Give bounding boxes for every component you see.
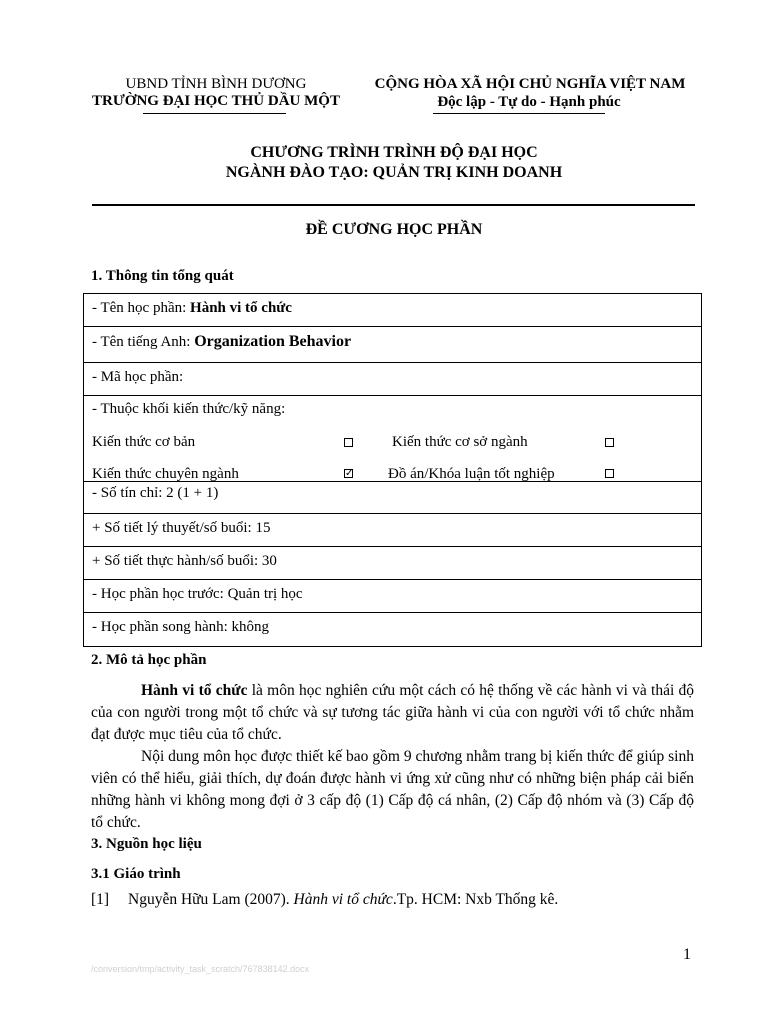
reference-entry [128,891,558,909]
university-name: TRƯỜNG ĐẠI HỌC THỦ DẦU MỘT [92,93,340,109]
section-3-1-heading: 3.1 Giáo trình [91,866,181,882]
reference-author: Nguyễn Hữu Lam (2007). [128,891,294,908]
document-title: ĐỀ CƯƠNG HỌC PHẦN [305,221,483,238]
knowledge-block-row [84,396,701,482]
credits-row [84,482,701,514]
file-path-watermark: /conversion/tmp/activity_task_scratch/767838142.docx [91,964,310,974]
description-term: Hành vi tổ chức [141,682,248,699]
block-item-foundation-checkbox[interactable] [605,438,614,447]
header-left-underline [143,113,286,114]
country-motto: Độc lập - Tự do - Hạnh phúc [437,94,621,110]
theory-hours-text: + Số tiết lý thuyết/số buổi: 15 [92,520,271,536]
parallel-course-row [84,613,701,646]
english-name-label: - Tên tiếng Anh: [92,334,195,350]
description-text-1: là môn học nghiên cứu một cách có hệ thống về các hành vi và thái độ của con người trong một tổ chức và sự tương tác giữa hành vi của con người với tổ chức nhằm đạt được mục tiêu của tổ chức. [91,682,695,743]
prerequisite-row [84,580,701,613]
description-paragraph-1 [91,680,694,746]
course-name-value: Hành vi tổ chức [190,300,292,316]
reference-number: [1] [91,891,110,908]
course-code-row [84,363,701,396]
credits-text: - Số tín chỉ: 2 (1 + 1) [92,485,219,501]
reference-title: Hành vi tổ chức [293,891,393,908]
course-name-row [84,294,701,327]
program-major: NGÀNH ĐÀO TẠO: QUẢN TRỊ KINH DOANH [225,164,563,181]
section-1-heading: 1. Thông tin tổng quát [91,268,234,284]
knowledge-block-label: - Thuộc khối kiến thức/kỹ năng: [92,401,286,417]
course-code-label: - Mã học phần: [92,369,184,385]
section-3-heading: 3. Nguồn học liệu [91,836,202,852]
practice-hours-row [84,547,701,580]
block-item-thesis-checkbox[interactable] [605,469,614,478]
prerequisite-text: - Học phần học trước: Quản trị học [92,586,303,602]
general-info-table [83,293,702,647]
page-number: 1 [683,946,691,963]
course-name-label: - Tên học phần: [92,300,191,316]
block-item-specialized-label: Kiến thức chuyên ngành [92,466,239,482]
block-item-thesis-label: Đồ án/Khóa luận tốt nghiệp [388,466,555,482]
reference-publisher: .Tp. HCM: Nxb Thống kê. [392,891,559,908]
header-left-line1: UBND TỈNH BÌNH DƯƠNG [125,76,307,92]
title-divider [92,204,695,206]
block-item-basic-label: Kiến thức cơ bản [92,434,196,450]
block-item-specialized-checkbox[interactable]: ✓ [345,468,354,479]
parallel-course-text: - Học phần song hành: không [92,619,270,635]
theory-hours-row [84,514,701,547]
block-item-foundation-label: Kiến thức cơ sở ngành [392,434,528,450]
program-level: CHƯƠNG TRÌNH TRÌNH ĐỘ ĐẠI HỌC [250,144,538,161]
description-paragraph-2: Nội dung môn học được thiết kế bao gồm 9 chương nhằm trang bị kiến thức để giúp sinh viên có thể hiểu, giải thích, dự đoán được hành vi ứng xử cũng như có những biện pháp cải biến những hành vi không mong đợi ở 3 cấp độ (1) Cấp độ cá nhân, (2) Cấp độ nhóm và (3) Cấp độ tổ chức. [91,748,694,831]
block-item-basic-checkbox[interactable] [344,438,353,447]
header-right-underline [433,113,605,114]
section-2-heading: 2. Mô tả học phần [91,652,207,668]
practice-hours-text: + Số tiết thực hành/số buổi: 30 [92,553,277,569]
country-name: CỘNG HÒA XÃ HỘI CHỦ NGHĨA VIỆT NAM [374,76,686,92]
english-name-row [84,327,701,363]
english-name-value: Organization Behavior [194,333,352,350]
